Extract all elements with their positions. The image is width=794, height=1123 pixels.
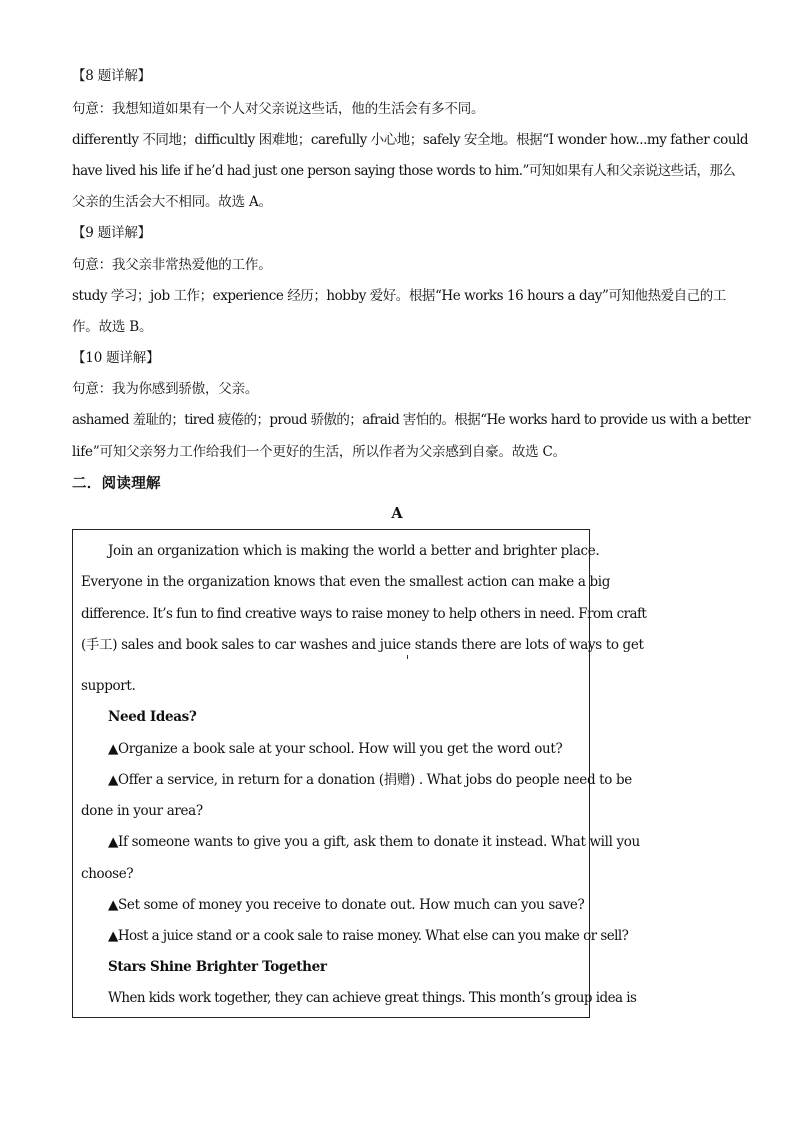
passage-line: (手工) sales and book sales to car washes and juice stands there are lots of ways to get xyxy=(81,637,644,653)
q10-explanation-line-1: life”可知父亲努力工作给我们一个更好的生活，所以作者为父亲感到自豪。故选 C。 xyxy=(72,444,566,460)
idea-item: ▲Host a juice stand or a cook sale to raise money. What else can you make or sell? xyxy=(108,928,629,944)
q8-explanation-line-2: 父亲的生活会大不相同。故选 A。 xyxy=(72,194,272,210)
stray-mark xyxy=(407,655,408,659)
heading-need-ideas: Need Ideas? xyxy=(108,709,197,725)
q8-options: differently 不同地；difficultly 困难地；carefully 小心地；safely 安全地。根据“I wonder how...my father could xyxy=(72,132,749,148)
q9-options: study 学习；job 工作；experience 经历；hobby 爱好。根据“He works 16 hours a day”可知他热爱自己的工 xyxy=(72,288,726,304)
idea-item: ▲Set some of money you receive to donate out. How much can you save? xyxy=(108,897,585,913)
idea-item: ▲Organize a book sale at your school. How will you get the word out? xyxy=(108,741,563,757)
q9-explanation-line-1: 作。故选 B。 xyxy=(72,319,153,335)
idea-item: ▲Offer a service, in return for a donation (捐赠) . What jobs do people need to be xyxy=(108,772,632,788)
q9-heading: 【9 题详解】 xyxy=(72,225,151,241)
heading-stars-shine: Stars Shine Brighter Together xyxy=(108,959,327,975)
passage-line: When kids work together, they can achieve great things. This month’s group idea is xyxy=(108,990,637,1006)
q8-heading: 【8 题详解】 xyxy=(72,68,151,84)
q10-options: ashamed 羞耻的；tired 疲倦的；proud 骄傲的；afraid 害怕的。根据“He works hard to provide us with a better xyxy=(72,412,751,428)
q10-heading: 【10 题详解】 xyxy=(72,350,160,366)
idea-item-continuation: choose? xyxy=(81,866,134,882)
section-title: 二．阅读理解 xyxy=(72,475,161,492)
passage-label: A xyxy=(391,505,403,522)
passage-line: Join an organization which is making the world a better and brighter place. xyxy=(108,543,600,559)
idea-item: ▲If someone wants to give you a gift, ask them to donate it instead. What will you xyxy=(108,834,640,850)
idea-item-continuation: done in your area? xyxy=(81,803,203,819)
q10-meaning: 句意：我为你感到骄傲，父亲。 xyxy=(72,381,259,397)
passage-line: difference. It’s fun to find creative ways to raise money to help others in need. From craft xyxy=(81,606,647,622)
q9-meaning: 句意：我父亲非常热爱他的工作。 xyxy=(72,257,272,273)
q8-explanation-line-1: have lived his life if he’d had just one person saying those words to him.”可知如果有人和父亲说这些话，那么 xyxy=(72,163,736,179)
passage-line: Everyone in the organization knows that even the smallest action can make a big xyxy=(81,574,611,590)
passage-line: support. xyxy=(81,678,136,694)
q8-meaning: 句意：我想知道如果有一个人对父亲说这些话，他的生活会有多不同。 xyxy=(72,101,485,117)
